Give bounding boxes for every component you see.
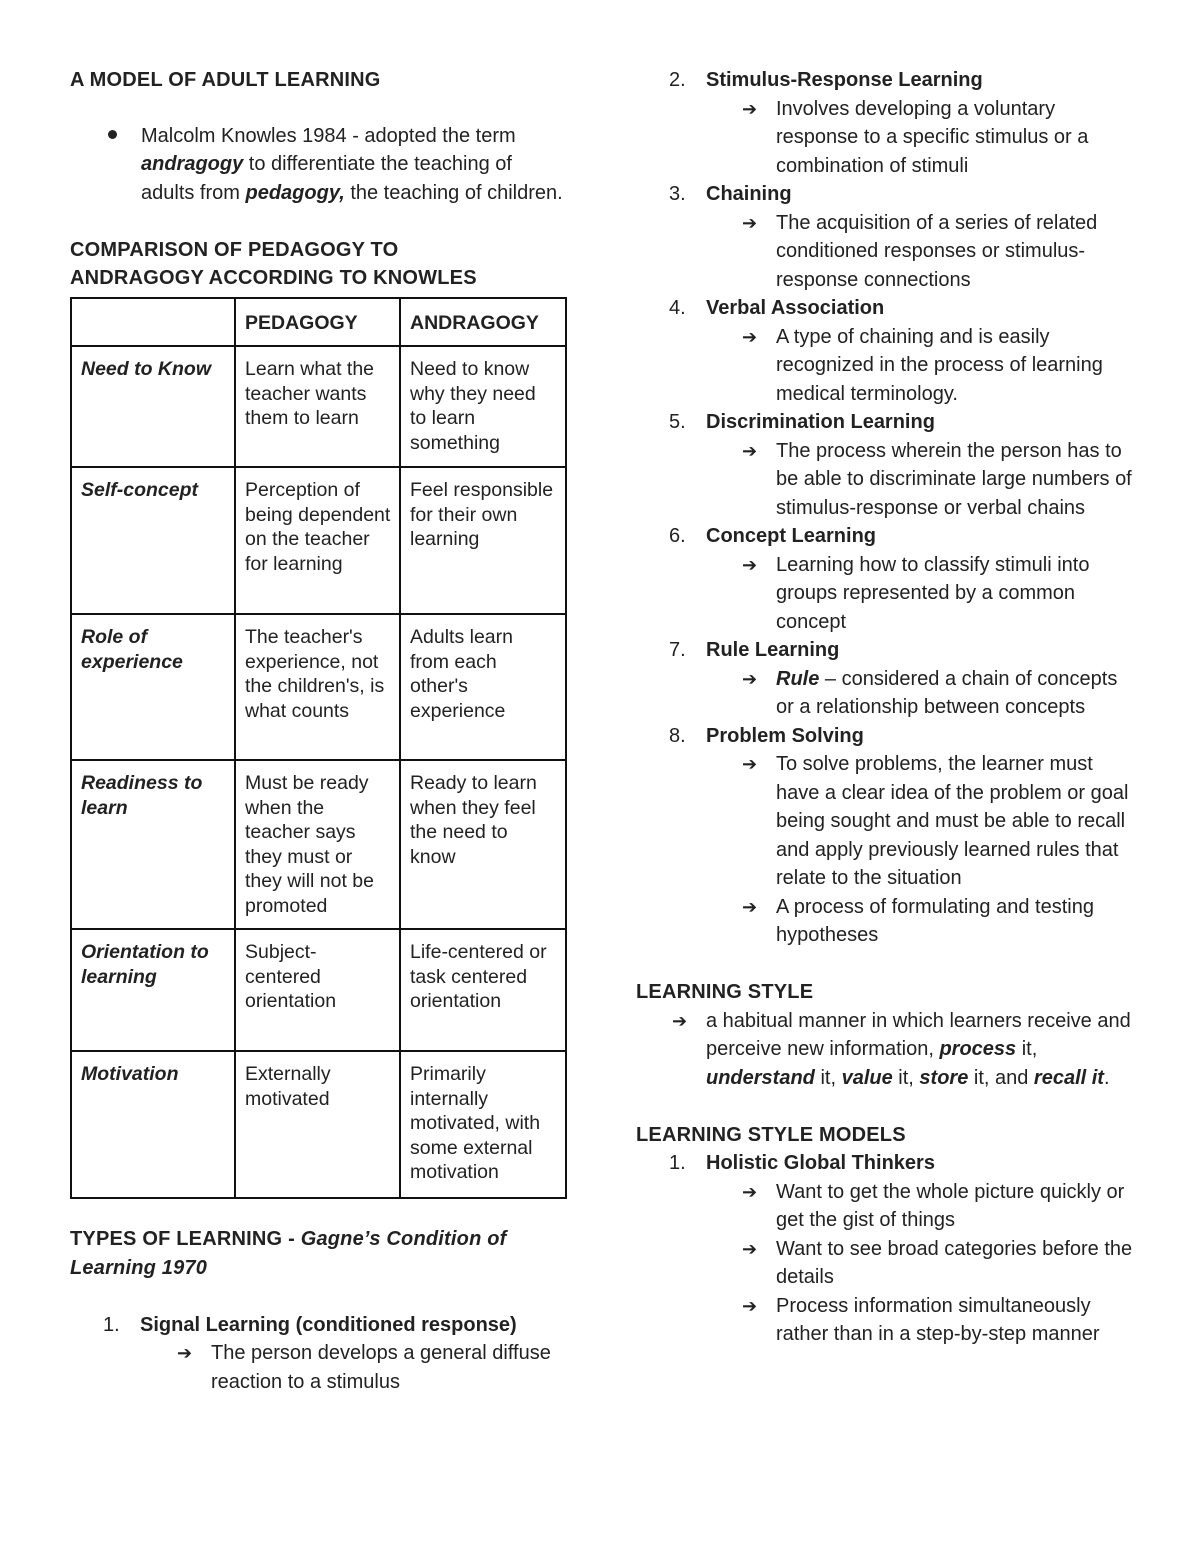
table-row — [71, 760, 566, 929]
table-header-pedagogy: PEDAGOGY — [235, 298, 400, 347]
table-header-andragogy: ANDRAGOGY — [400, 298, 566, 347]
list-item — [636, 1178, 1136, 1235]
pedagogy-cell: The teacher's experience, not the children's, is what counts — [235, 614, 400, 760]
intro-text-2: to differentiate the teaching of adults from — [141, 153, 512, 204]
learning-type-title: Discrimination Learning — [706, 411, 935, 433]
pedagogy-cell: Subject-centered orientation — [235, 929, 400, 1051]
list-item — [636, 551, 1136, 637]
model-title: Holistic Global Thinkers — [706, 1152, 935, 1174]
keyword-recall: recall it — [1033, 1066, 1104, 1089]
learning-type-title: Concept Learning — [706, 525, 877, 547]
comparison-title-line1: COMPARISON OF PEDAGOGY TO — [70, 238, 399, 261]
learning-style-definition — [636, 1007, 1136, 1093]
rule-term: Rule — [776, 667, 820, 690]
arrow-right-icon: ➔ — [742, 668, 758, 689]
arrow-right-icon: ➔ — [742, 1295, 758, 1316]
learning-type-title: Stimulus-Response Learning — [706, 69, 983, 91]
list-number: 7. — [669, 639, 686, 661]
learning-type-verbal-association — [636, 294, 1136, 323]
definition-text: it, and — [968, 1066, 1034, 1089]
intro-text-1: Malcolm Knowles 1984 - adopted the term — [141, 124, 516, 147]
model-holistic-global — [636, 1149, 1136, 1178]
list-number: 6. — [669, 525, 686, 547]
table-row — [71, 467, 566, 614]
row-label: Role of experience — [71, 614, 235, 760]
point-text: A process of formulating and testing hypotheses — [776, 895, 1094, 946]
point-text: – considered a chain of concepts or a relationship between concepts — [776, 667, 1118, 718]
andragogy-cell: Primarily internally motivated, with some external motivation — [400, 1051, 566, 1198]
learning-style-models-title: LEARNING STYLE MODELS — [636, 1123, 906, 1146]
list-number: 2. — [669, 69, 686, 91]
list-number: 5. — [669, 411, 686, 433]
list-number: 1. — [103, 1313, 120, 1336]
row-label: Orientation to learning — [71, 929, 235, 1051]
pedagogy-cell: Externally motivated — [235, 1051, 400, 1198]
definition-text: a habitual manner in which learners receive and perceive new information, — [706, 1009, 1131, 1060]
list-item — [636, 323, 1136, 409]
andragogy-cell: Adults learn from each other's experience — [400, 614, 566, 760]
point-text: Want to see broad categories before the details — [776, 1237, 1133, 1288]
learning-type-title: Rule Learning — [706, 639, 840, 661]
andragogy-cell: Need to know why they need to learn something — [400, 346, 566, 467]
knowles-bullet — [70, 122, 570, 208]
point-text: Process information simultaneously rather than in a step-by-step manner — [776, 1294, 1100, 1345]
learning-type-title: Problem Solving — [706, 724, 864, 747]
learning-type-rule — [636, 636, 1136, 665]
table-header-empty — [71, 298, 235, 347]
learning-type-signal — [70, 1311, 570, 1340]
pedagogy-cell: Learn what the teacher wants them to learn — [235, 346, 400, 467]
learning-type-chaining — [636, 180, 1136, 209]
point-text: Involves developing a voluntary response to a specific stimulus or a combination of stimuli — [776, 97, 1089, 177]
keyword-store: store — [919, 1066, 969, 1089]
arrow-right-icon: ➔ — [742, 1181, 758, 1202]
keyword-understand: understand — [706, 1066, 815, 1089]
definition-text: it, — [814, 1066, 842, 1089]
left-column — [70, 66, 570, 1396]
andragogy-cell: Ready to learn when they feel the need to know — [400, 760, 566, 929]
point-text: The person develops a general diffuse reaction to a stimulus — [211, 1342, 551, 1393]
intro-term-andragogy: andragogy — [141, 153, 244, 175]
types-of-learning-title — [70, 1225, 570, 1282]
list-item — [636, 1292, 1136, 1349]
definition-text: . — [1103, 1066, 1110, 1089]
point-text: A type of chaining and is easily recognized in the process of learning medical terminology. — [776, 325, 1103, 405]
list-number: 8. — [669, 724, 686, 747]
point-text: The process wherein the person has to be able to discriminate large numbers of stimulus-response or verbal chains — [776, 439, 1132, 519]
comparison-table — [70, 297, 567, 1200]
arrow-right-icon: ➔ — [742, 440, 758, 461]
arrow-right-icon: ➔ — [742, 326, 758, 347]
bullet-dot-icon — [108, 130, 117, 139]
point-text: Want to get the whole picture quickly or get the gist of things — [776, 1180, 1125, 1231]
learning-type-title: Verbal Association — [706, 297, 885, 319]
andragogy-cell: Feel responsible for their own learning — [400, 467, 566, 614]
pedagogy-cell: Must be ready when the teacher says they must or they will not be promoted — [235, 760, 400, 929]
arrow-right-icon: ➔ — [742, 554, 758, 575]
learning-type-title: Signal Learning (conditioned response) — [140, 1313, 517, 1336]
list-item — [636, 95, 1136, 181]
list-number: 4. — [669, 297, 686, 319]
list-item — [636, 750, 1136, 893]
types-title-source: Gagne’s Condition of Learning 1970 — [70, 1228, 507, 1279]
intro-term-pedagogy: pedagogy, — [245, 181, 345, 204]
table-row — [71, 1051, 566, 1198]
learning-type-stimulus-response — [636, 66, 1136, 95]
point-text: Learning how to classify stimuli into groups represented by a common concept — [776, 553, 1090, 633]
list-number: 1. — [669, 1152, 686, 1174]
row-label: Need to Know — [71, 346, 235, 467]
keyword-process: process — [939, 1038, 1017, 1060]
list-item — [70, 1339, 570, 1396]
arrow-right-icon: ➔ — [177, 1343, 193, 1363]
row-label: Readiness to learn — [71, 760, 235, 929]
table-header-row — [71, 298, 566, 347]
arrow-right-icon: ➔ — [672, 1010, 688, 1031]
arrow-right-icon: ➔ — [742, 212, 758, 233]
learning-type-concept — [636, 522, 1136, 551]
table-row — [71, 614, 566, 760]
list-item — [636, 893, 1136, 950]
learning-type-discrimination — [636, 408, 1136, 437]
list-item — [636, 1235, 1136, 1292]
list-item — [636, 437, 1136, 523]
page-title: A MODEL OF ADULT LEARNING — [70, 69, 381, 91]
list-number: 3. — [669, 183, 686, 205]
arrow-right-icon: ➔ — [742, 1238, 758, 1259]
table-row — [71, 346, 566, 467]
list-item — [636, 209, 1136, 295]
arrow-right-icon: ➔ — [742, 754, 758, 774]
learning-type-problem-solving — [636, 722, 1136, 751]
types-title-text: TYPES OF LEARNING - — [70, 1228, 301, 1250]
learning-style-title: LEARNING STYLE — [636, 981, 814, 1003]
arrow-right-icon: ➔ — [742, 98, 758, 119]
table-row — [71, 929, 566, 1051]
right-column — [636, 66, 1136, 1349]
arrow-right-icon: ➔ — [742, 896, 758, 917]
definition-text: it, — [1016, 1038, 1038, 1060]
row-label: Self-concept — [71, 467, 235, 614]
keyword-value: value — [841, 1066, 893, 1089]
row-label: Motivation — [71, 1051, 235, 1198]
definition-text: it, — [892, 1066, 920, 1089]
andragogy-cell: Life-centered or task centered orientation — [400, 929, 566, 1051]
point-text: The acquisition of a series of related conditioned responses or stimulus-response connections — [776, 211, 1098, 291]
intro-text-3: the teaching of children. — [344, 181, 563, 204]
comparison-title-line2: ANDRAGOGY ACCORDING TO KNOWLES — [70, 267, 477, 289]
list-item — [636, 665, 1136, 722]
point-text: To solve problems, the learner must have a clear idea of the problem or goal being sought and must be able to recall and apply previously learned rules that relate to the situation — [776, 753, 1129, 889]
learning-type-title: Chaining — [706, 183, 792, 205]
pedagogy-cell: Perception of being dependent on the teacher for learning — [235, 467, 400, 614]
